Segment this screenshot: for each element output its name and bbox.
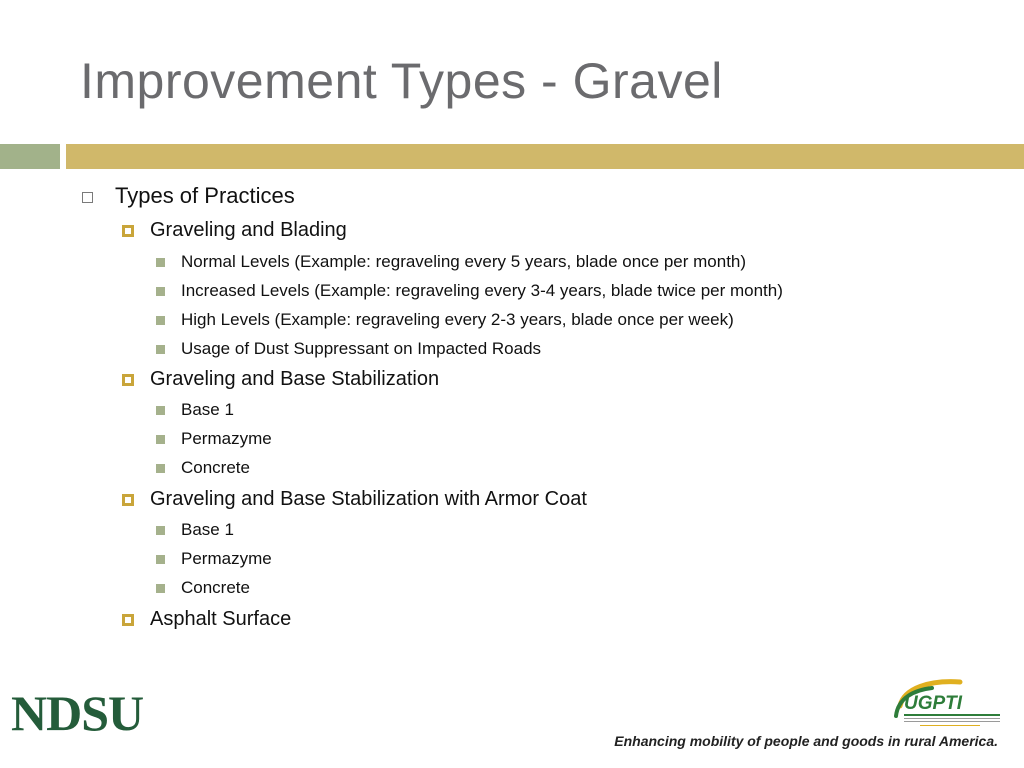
list-item: Graveling and Blading [150,219,347,241]
list-item: Types of Practices [115,183,295,208]
gold-square-bullet-icon [122,494,134,506]
ugpti-wordmark: UGPTI [904,693,963,714]
square-bullet-icon [156,316,165,325]
list-item: Permazyme [181,549,272,568]
accent-bar-green [0,144,60,169]
square-bullet-icon [156,406,165,415]
list-item: Asphalt Surface [150,608,292,630]
gold-square-bullet-icon [122,614,134,626]
list-item: Normal Levels (Example: regraveling every 5 years, blade once per month) [181,252,747,271]
square-bullet-icon [156,345,165,354]
list-item: Graveling and Base Stabilization [150,368,440,390]
list-item: Base 1 [181,400,234,419]
ugpti-logo [890,676,1008,732]
list-item: Increased Levels (Example: regraveling every 3-4 years, blade twice per month) [181,281,783,300]
hollow-square-bullet-icon [82,192,93,203]
square-bullet-icon [156,435,165,444]
slide-title: Improvement Types - Gravel [80,53,723,109]
square-bullet-icon [156,287,165,296]
list-item: Base 1 [181,520,234,539]
footer-tagline: Enhancing mobility of people and goods in rural America. [614,733,998,749]
list-item: Concrete [181,578,250,597]
square-bullet-icon [156,464,165,473]
list-item: High Levels (Example: regraveling every 2-3 years, blade once per week) [181,310,734,329]
ndsu-logo: NDSU [11,685,144,741]
square-bullet-icon [156,526,165,535]
gold-square-bullet-icon [122,225,134,237]
accent-bar-gold [66,144,1024,169]
list-item: Graveling and Base Stabilization with Armor Coat [150,488,587,510]
list-item: Concrete [181,458,250,477]
list-item: Usage of Dust Suppressant on Impacted Roads [181,339,542,358]
square-bullet-icon [156,584,165,593]
square-bullet-icon [156,555,165,564]
list-item: Permazyme [181,429,272,448]
gold-square-bullet-icon [122,374,134,386]
square-bullet-icon [156,258,165,267]
